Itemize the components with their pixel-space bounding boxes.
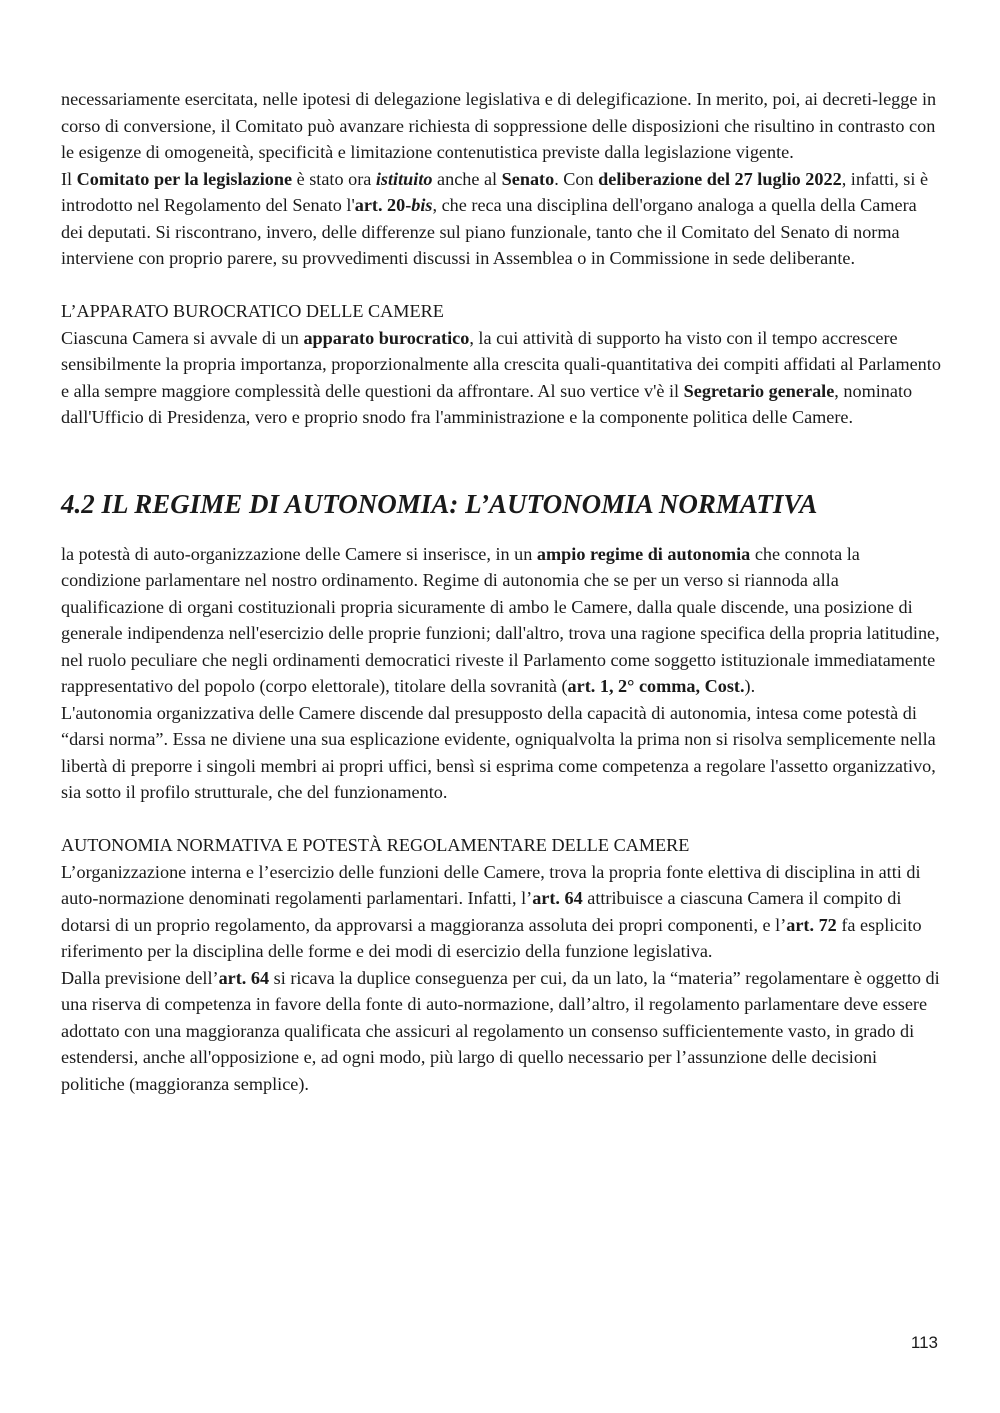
text-run: la potestà di auto-organizzazione delle Camere si inserisce, in un (61, 543, 537, 564)
bold-senato: Senato (501, 168, 555, 189)
paragraph-delegificazione: necessariamente esercitata, nelle ipotesi di delegazione legislativa e di delegificazione. In merito, poi, ai decreti-legge in corso di conversione, il Comitato può avanzare richiesta di soppressione delle disposizioni che risultino in contrasto con le esigenze di omogeneità, specificità e limitazione contenutistica previste dalla legislazione vigente. (61, 89, 937, 162)
bold-art-64: art. 64 (532, 888, 583, 908)
text-run: , infatti, si è introdotto nel Regolamento del Senato l' (61, 168, 929, 215)
paragraph-comitato-senato (61, 166, 941, 272)
section-title: 4.2 IL REGIME DI AUTONOMIA: L’AUTONOMIA NORMATIVA (61, 488, 818, 519)
document-page (61, 86, 941, 1097)
subheading-autonomia-normativa: AUTONOMIA NORMATIVA E POTESTÀ REGOLAMENTARE DELLE CAMERE (61, 835, 690, 855)
text-run: , nominato dall'Ufficio di Presidenza, vero e proprio snodo fra l'amministrazione e la componente politica delle Camere. (61, 380, 913, 427)
bold-art-72: art. 72 (786, 914, 837, 935)
text-run: è stato ora (292, 168, 376, 189)
bold-deliberazione: deliberazione del 27 luglio 2022 (598, 168, 842, 189)
bold-italic-bis: bis (411, 195, 433, 215)
bold-apparato: apparato burocratico (303, 327, 470, 348)
text-run: attribuisce a ciascuna Camera il compito di dotarsi di un proprio regolamento, da approvarsi a maggioranza assoluta dei propri componenti, e l’ (61, 888, 902, 935)
page-number: 113 (910, 1333, 938, 1352)
text-run: Ciascuna Camera si avvale di un (61, 327, 304, 348)
text-run: . Con (554, 168, 599, 189)
subheading-apparato-burocratico: L’APPARATO BUROCRATICO DELLE CAMERE (61, 301, 444, 321)
text-run: che connota la condizione parlamentare nel nostro ordinamento. Regime di autonomia che se per un verso si riannoda alla qualificazione di organi costituzionali propria sicuramente di ambo le Camere, dalla quale discende, una posizione di generale indipendenza nell'esercizio delle proprie funzioni; dall'altro, trova una ragione specifica della propria latitudine, nel ruolo peculiare che negli ordinamenti democratici riveste il Parlamento come soggetto istituzionale immediatamente rappresentativo del popolo (corpo elettorale), titolare della sovranità ( (61, 543, 940, 696)
text-run: Dalla previsione dell’ (61, 967, 219, 988)
paragraph-apparato (61, 325, 941, 431)
paragraph-regime-autonomia (61, 541, 941, 700)
text-run: ). (744, 676, 756, 696)
text-run: si ricava la duplice conseguenza per cui, da un lato, la “materia” regolamentare è oggetto di una riserva di competenza in favore della fonte di auto-normazione, dall’altro, il regolamento parlamentare deve essere adottato con una maggioranza qualificata che assicuri al regolamento un consenso sufficientemente vasto, in grado di estendersi, anche all'opposizione e, ad ogni modo, più largo di quello necessario per l’assunzione delle decisioni politiche (maggioranza semplice). (61, 967, 940, 1094)
text-run: fa esplicito riferimento per la disciplina delle forme e dei modi di esercizio della funzione legislativa. (61, 914, 922, 961)
bold-art-1: art. 1, 2° comma, Cost. (567, 676, 745, 696)
bold-comitato: Comitato per la legislazione (76, 168, 293, 189)
bold-ampio-regime: ampio regime di autonomia (536, 543, 751, 564)
paragraph-previsione-art-64 (61, 965, 941, 1098)
bold-art-64: art. 64 (218, 967, 270, 988)
bold-italic-istituito: istituito (375, 168, 433, 189)
paragraph-regolamenti (61, 859, 941, 965)
text-run: anche al (432, 168, 502, 189)
text-run: Il (61, 168, 77, 189)
text-run: , che reca una disciplina dell'organo analoga a quella della Camera dei deputati. Si riscontrano, invero, delle differenze sul piano funzionale, tanto che il Comitato del Senato di norma interviene con proprio parere, su provvedimenti discussi in Assemblea o in Commissione in sede deliberante. (61, 195, 917, 268)
paragraph-autonomia-organizzativa: L'autonomia organizzativa delle Camere discende dal presupposto della capacità di autonomia, intesa come potestà di “darsi norma”. Essa ne diviene una sua esplicazione evidente, ogniqualvolta la prima non si risolva semplicemente nella libertà di preporre i singoli membri ai propri uffici, bensì si esprima come competenza a regolare l'assetto organizzativo, sia sotto il profilo strutturale, che del funzionamento. (61, 702, 936, 802)
text-run: L’organizzazione interna e l’esercizio delle funzioni delle Camere, trova la propria fonte elettiva di disciplina in atti di auto-normazione denominati regolamenti parlamentari. Infatti, l’ (61, 861, 921, 908)
text-run: , la cui attività di supporto ha visto con il tempo accrescere sensibilmente la propria importanza, proporzionalmente alla crescita quali-quantitativa dei compiti affidati al Parlamento e alla sempre maggiore complessità delle questioni da affrontare. Al suo vertice v'è il (61, 327, 941, 401)
bold-art-20: art. 20- (354, 195, 412, 215)
bold-segretario: Segretario generale (683, 380, 835, 401)
